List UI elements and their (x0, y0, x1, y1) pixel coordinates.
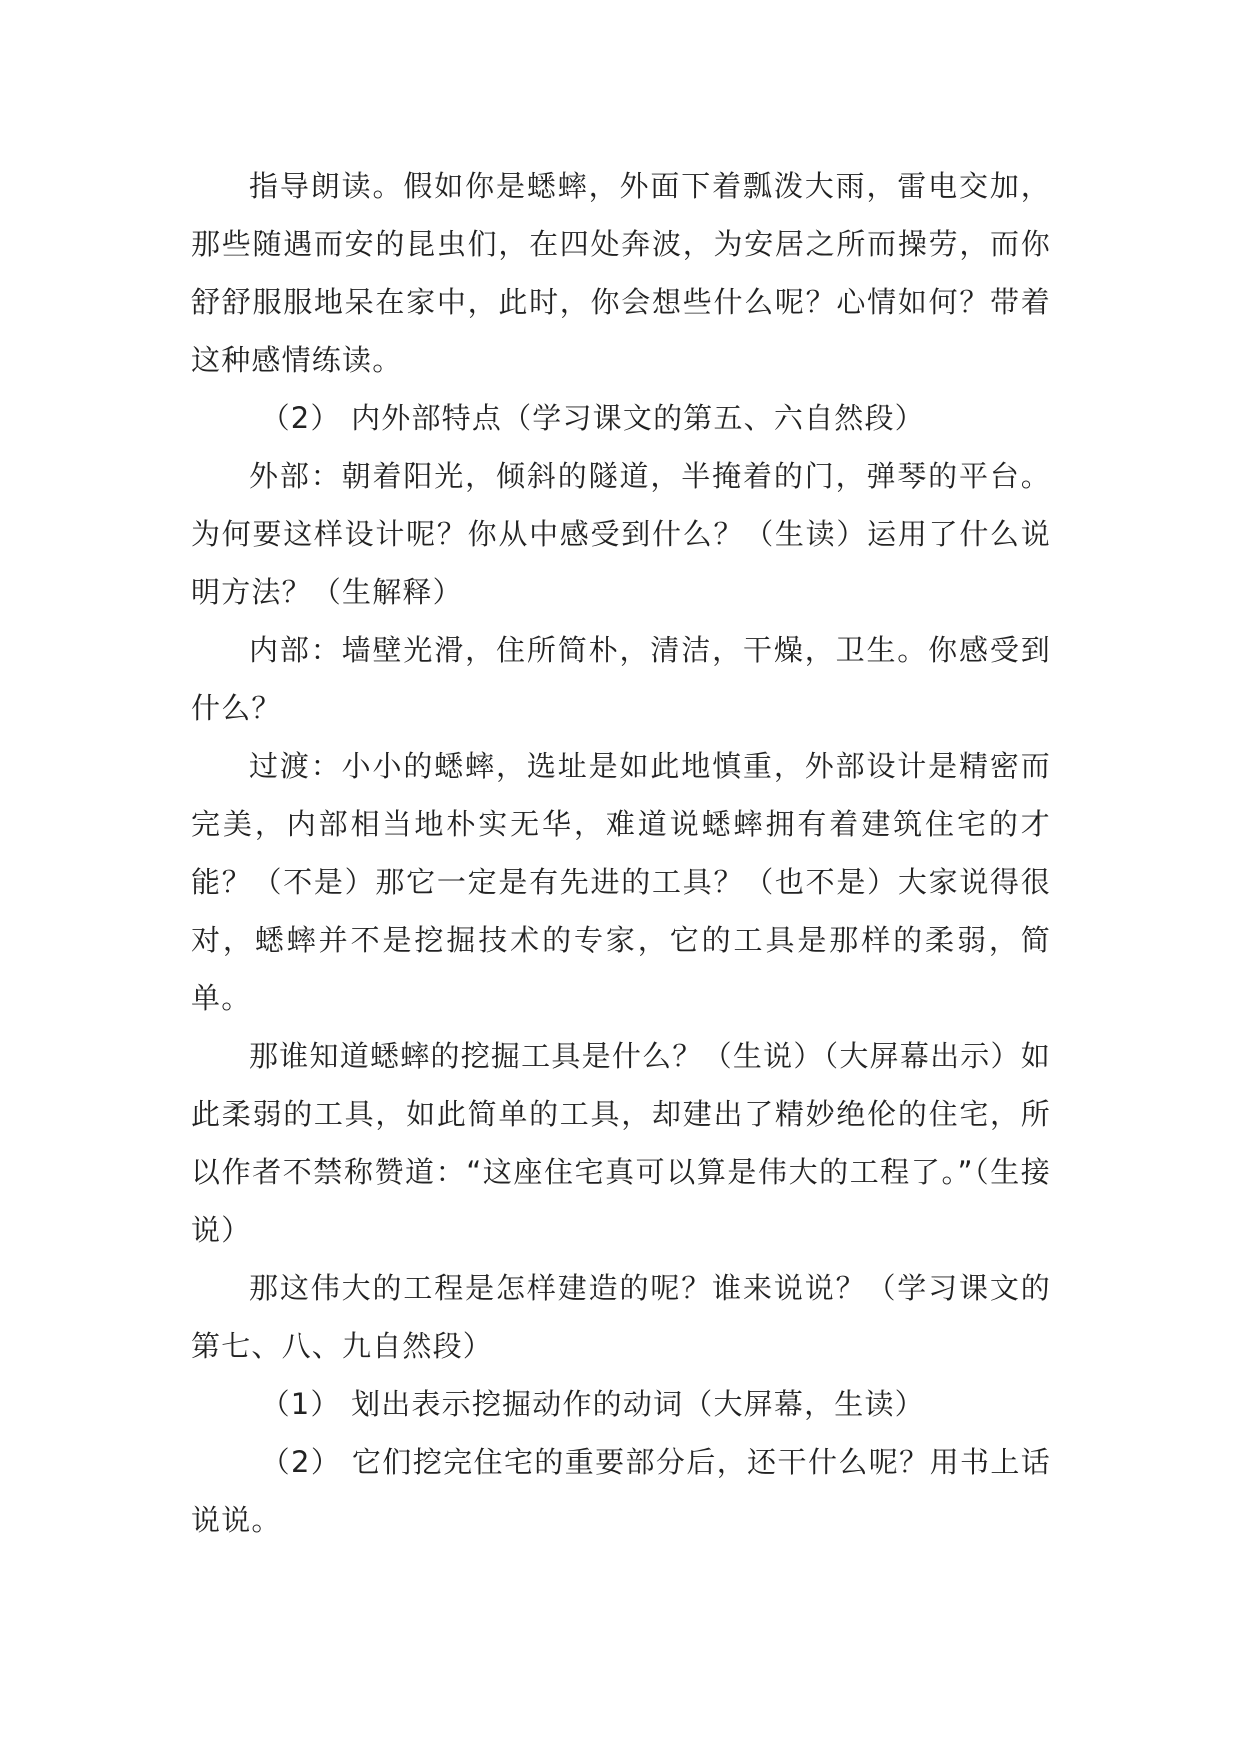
paragraph-item-2: （2） 它们挖完住宅的重要部分后，还干什么呢？用书上话说说。 (191, 1445, 1051, 1537)
paragraph-exterior: 外部：朝着阳光，倾斜的隧道，半掩着的门，弹琴的平台。为何要这样设计呢？你从中感受到什么？（生读）运用了什么说明方法？（生解释） (191, 459, 1051, 609)
paragraph-construction-question: 那这伟大的工程是怎样建造的呢？谁来说说？（学习课文的第七、八、九自然段） (191, 1271, 1051, 1363)
paragraph-section-2-heading: （2） 内外部特点（学习课文的第五、六自然段） (260, 401, 925, 435)
paragraph-digging-tools: 那谁知道蟋蟀的挖掘工具是什么？（生说）（大屏幕出示）如此柔弱的工具，如此简单的工具，却建出了精妙绝伦的住宅，所以作者不禁称赞道：“这座住宅真可以算是伟大的工程了。”（生接说） (191, 1039, 1051, 1247)
paragraph-transition: 过渡：小小的蟋蟀，选址是如此地慎重，外部设计是精密而完美，内部相当地朴实无华，难道说蟋蟀拥有着建筑住宅的才能？（不是）那它一定是有先进的工具？（也不是）大家说得很对，蟋蟀并不是挖掘技术的专家，它的工具是那样的柔弱，简单。 (191, 749, 1051, 1015)
paragraph-interior: 内部：墙壁光滑，住所简朴，清洁，干燥，卫生。你感受到什么？ (191, 633, 1051, 725)
paragraph-reading-guide: 指导朗读。假如你是蟋蟀，外面下着瓢泼大雨，雷电交加，那些随遇而安的昆虫们，在四处奔波，为安居之所而操劳，而你舒舒服服地呆在家中，此时，你会想些什么呢？心情如何？带着这种感情练读。 (191, 169, 1051, 377)
document-page (191, 157, 1051, 1549)
paragraph-item-1: （1） 划出表示挖掘动作的动词（大屏幕，生读） (260, 1387, 925, 1421)
